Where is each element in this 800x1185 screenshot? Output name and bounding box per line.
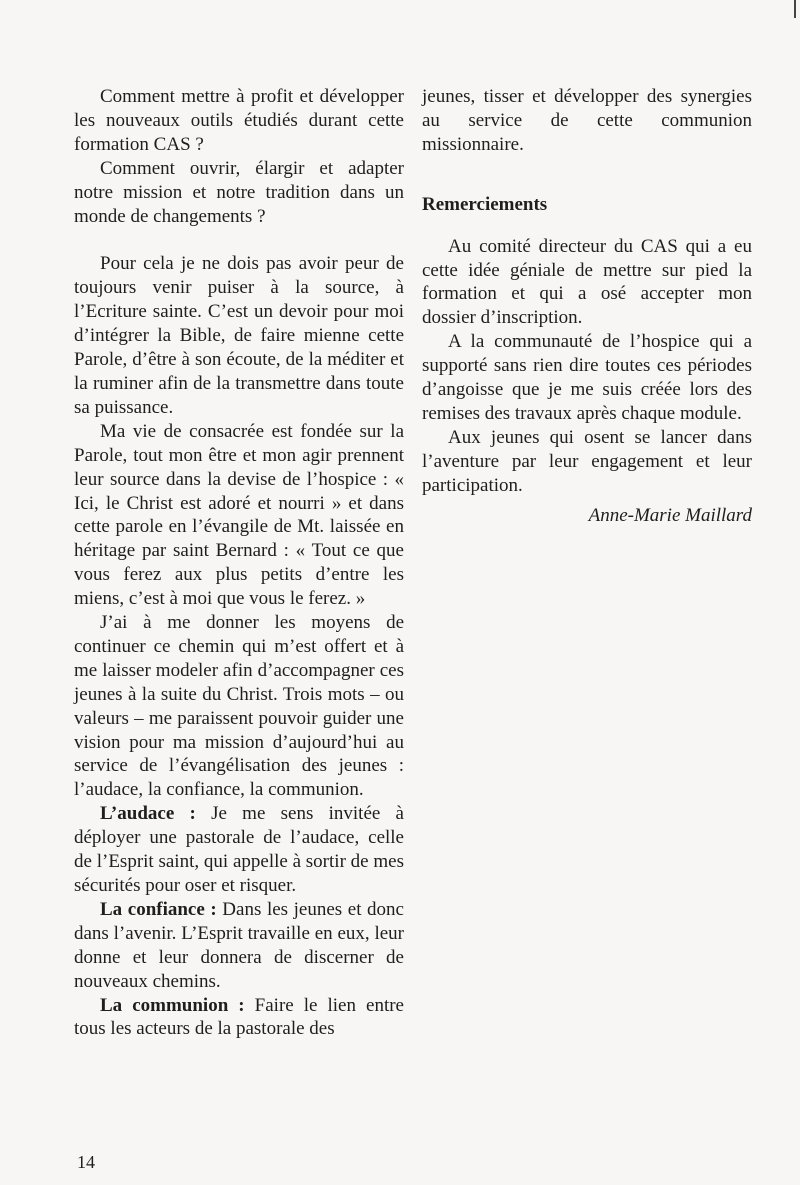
paragraph-audace xyxy=(74,802,404,898)
author-signature: Anne-Marie Maillard xyxy=(588,504,752,526)
page-number: 14 xyxy=(77,1152,95,1172)
right-column xyxy=(422,85,752,528)
paragraph: Au comité directeur du CAS qui a eu cette idée géniale de mettre sur pied la formation et qui a osé accepter mon dossier d’inscription. xyxy=(422,235,752,329)
term-label: L’audace : xyxy=(100,803,196,825)
section-heading: Remerciements xyxy=(422,193,548,215)
term-text: Dans les jeunes et donc dans l’avenir. L’Esprit travaille en eux, leur donne et leur donnera de discerner de nouveaux chemins. xyxy=(74,898,404,992)
term-text: Faire le lien entre tous les acteurs de la pastorale des xyxy=(74,994,404,1040)
paragraph-confiance xyxy=(74,898,404,994)
paragraph: Aux jeunes qui osent se lancer dans l’aventure par leur engagement et leur participation. xyxy=(422,426,752,496)
term-label: La communion : xyxy=(100,994,245,1016)
left-column xyxy=(74,85,404,1041)
paragraph: Ma vie de consacrée est fondée sur la Parole, tout mon être et mon agir prennent leur source dans la devise de l’hospice : « Ici, le Christ est adoré et nourri » et dans cette parole en l’évangile de Mt. laissée en héritage par saint Bernard : « Tout ce que vous ferez aux plus petits d’entre les miens, c’est à moi que vous le ferez. » xyxy=(74,420,404,610)
edge-mark xyxy=(794,0,796,18)
term-label: La confiance : xyxy=(100,898,217,920)
paragraph: A la communauté de l’hospice qui a supporté sans rien dire toutes ces périodes d’angoisse que je me suis créée lors des remises des travaux après chaque module. xyxy=(422,331,752,424)
term-text: Je me sens invitée à déployer une pastorale de l’audace, celle de l’Esprit saint, qui appelle à sortir de mes sécurités pour oser et risquer. xyxy=(74,803,404,896)
paragraph: J’ai à me donner les moyens de continuer ce chemin qui m’est offert et à me laisser modeler afin d’accompagner ces jeunes à la suite du Christ. Trois mots – ou valeurs – me paraissent pouvoir guider une vision pour ma mission d’aujourd’hui au service de l’évangélisation des jeunes : l’audace, la confiance, la communion. xyxy=(74,612,404,801)
paragraph: Comment mettre à profit et développer les nouveaux outils étudiés durant cette formation CAS ? xyxy=(74,86,404,155)
paragraph: Comment ouvrir, élargir et adapter notre mission et notre tradition dans un monde de changements ? xyxy=(74,157,404,227)
paragraph-communion xyxy=(74,994,404,1042)
paragraph: jeunes, tisser et développer des synergies au service de cette communion missionnaire. xyxy=(422,86,752,155)
paragraph: Pour cela je ne dois pas avoir peur de toujours venir puiser à la source, à l’Ecriture sainte. C’est un devoir pour moi d’intégrer la Bible, de faire mienne cette Parole, d’être à son écoute, de la méditer et la ruminer afin de la transmettre dans toute sa puissance. xyxy=(74,253,404,418)
